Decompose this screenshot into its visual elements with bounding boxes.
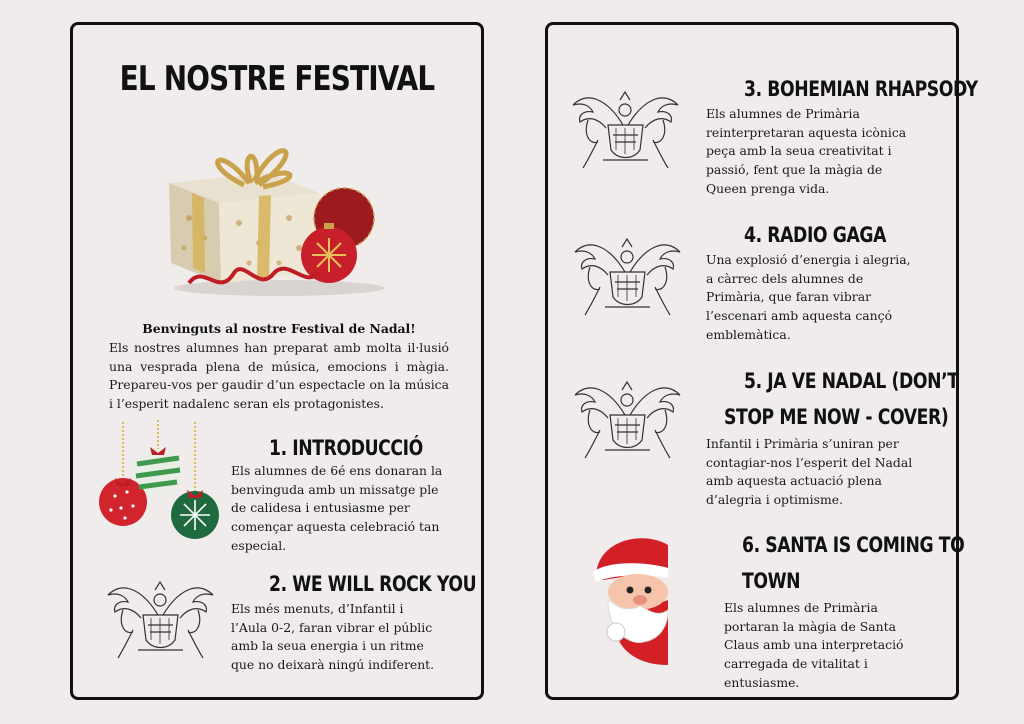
gift-image bbox=[159, 123, 399, 298]
queen-crest-icon bbox=[570, 370, 685, 465]
heading-4: 4. RADIO GAGA bbox=[744, 223, 887, 247]
text-1: Els alumnes de 6é ens donaran la benvinguda amb un missatge ple de calidesa i entusiasme per començar aquesta celebració tan especial. bbox=[231, 463, 443, 553]
text-3: Els alumnes de Primària reinterpretaran aquesta icònica peça amb la seua creativitat i passió, fent que la màgia de Queen prenga vida. bbox=[706, 106, 907, 196]
text-4: Una explosió d’energia i alegria, a càrrec dels alumnes de Primària, que faran vibrar l’escenari amb aquesta cançó emblemàtica. bbox=[706, 252, 911, 342]
text-2: Els més menuts, d’Infantil i l’Aula 0-2, faran vibrar el públic amb la seua energia i un ritme que no deixarà ningú indiferent. bbox=[231, 601, 435, 673]
heading-6-line2: TOWN bbox=[742, 569, 801, 593]
text-6: Els alumnes de Primària portaran la màgia de Santa Claus amb una interpretació carregada de vitalitat i entusiasme. bbox=[724, 600, 904, 690]
queen-crest-icon bbox=[568, 80, 683, 175]
welcome-title: Benvinguts al nostre Festival de Nadal! bbox=[142, 321, 416, 336]
christmas-ornaments-image bbox=[93, 420, 223, 545]
heading-3: 3. BOHEMIAN RHAPSODY bbox=[744, 77, 978, 101]
heading-5-line2: STOP ME NOW - COVER) bbox=[724, 405, 949, 429]
heading-6-line1: 6. SANTA IS COMING TO bbox=[742, 533, 965, 557]
left-panel bbox=[70, 22, 484, 700]
text-5: Infantil i Primària s’uniran per contagiar-nos l’esperit del Nadal amb aquesta actuació plena d’alegria i optimisme. bbox=[706, 436, 913, 508]
heading-5-line1: 5. JA VE NADAL (DON’T bbox=[744, 369, 959, 393]
queen-crest-icon bbox=[103, 570, 218, 665]
right-panel bbox=[545, 22, 978, 700]
heading-1: 1. INTRODUCCIÓ bbox=[269, 436, 423, 460]
santa-claus-image bbox=[588, 530, 670, 665]
queen-crest-icon bbox=[570, 227, 685, 322]
heading-2: 2. WE WILL ROCK YOU bbox=[269, 572, 477, 596]
welcome-text: Els nostres alumnes han preparat amb molta il·lusió una vesprada plena de música, emocions i màgia. Prepareu-vos per gaudir d’un espectacle on la música i l’esperit nadalenc seran els protagonistes. bbox=[109, 340, 449, 412]
page-title: EL NOSTRE FESTIVAL bbox=[119, 59, 435, 99]
